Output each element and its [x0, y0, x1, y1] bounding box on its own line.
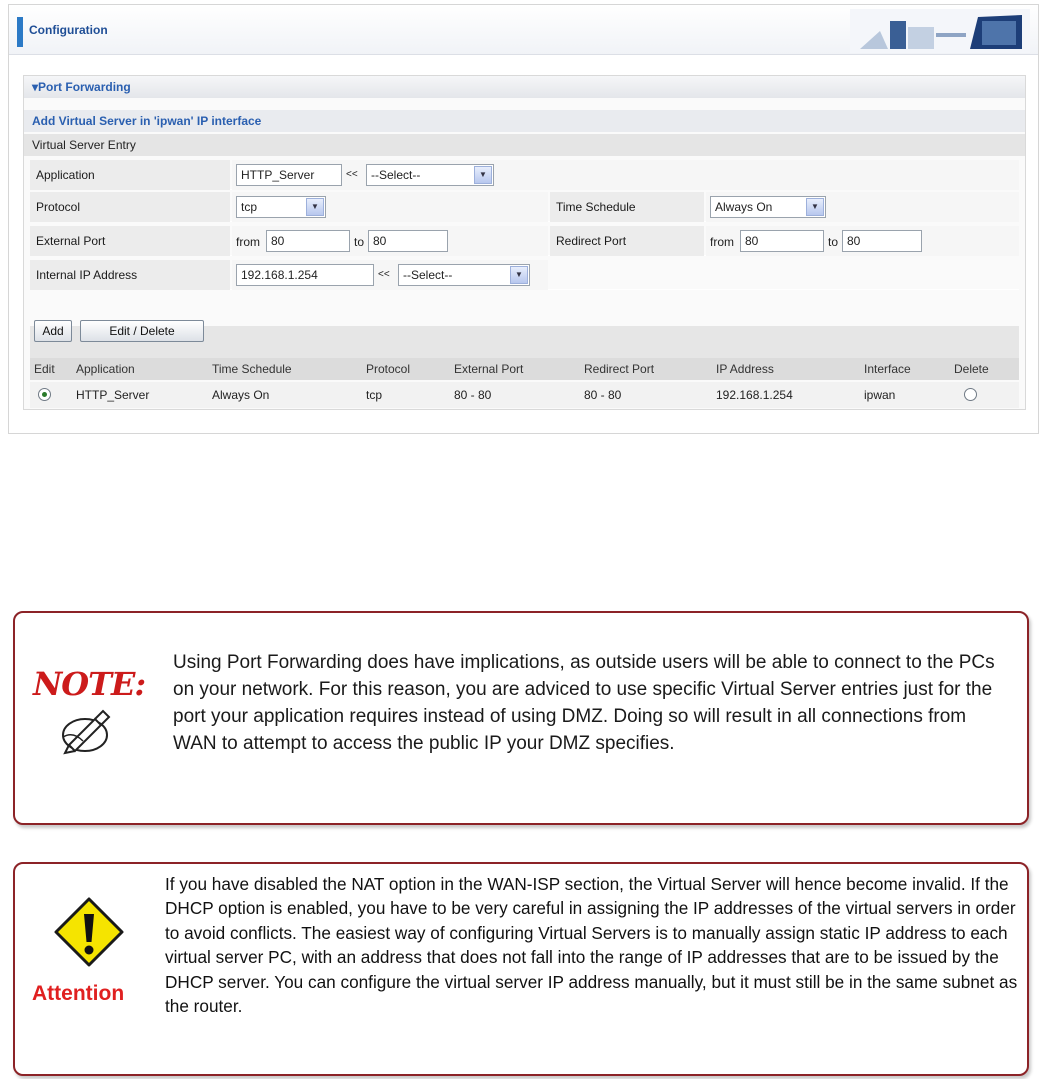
warning-diamond-icon — [53, 896, 125, 968]
time-schedule-field — [706, 192, 1019, 222]
chevron-down-icon: ▼ — [806, 198, 824, 216]
application-select-value: --Select-- — [371, 168, 421, 182]
col-protocol: Protocol — [366, 362, 411, 376]
header-accent-bar — [17, 17, 23, 47]
external-port-label: External Port — [30, 226, 230, 256]
attention-box — [13, 862, 1029, 1076]
col-application: Application — [76, 362, 135, 376]
external-port-from-label: from — [236, 235, 260, 249]
page-title: Configuration — [29, 23, 108, 37]
entry-title: Virtual Server Entry — [24, 134, 1025, 156]
redirect-port-from-label: from — [710, 235, 734, 249]
router-config-screenshot — [8, 4, 1039, 434]
section-title[interactable]: ▾Port Forwarding — [24, 76, 1025, 98]
attention-text: If you have disabled the NAT option in the WAN-ISP section, the Virtual Server will hence become invalid. If the DHCP option is enabled, you have to be very careful in assigning the IP addresses of the virtual servers in order to avoid conflicts. The easiest way of configuring Virtual Servers is to manually assign static IP address to each virtual server PC, with an address that does not fall into the range of IP addresses that are to be issued by the DHCP server. You can configure the virtual server IP address manually, but it must still be in the same subnet as the router. — [165, 874, 1018, 1017]
redirect-port-label: Redirect Port — [550, 226, 704, 256]
port-forwarding-panel — [23, 75, 1026, 410]
redirect-port-field — [706, 226, 1019, 256]
internal-ip-field — [232, 260, 548, 290]
edit-radio[interactable] — [38, 388, 51, 401]
pencil-hand-icon — [55, 707, 119, 757]
protocol-label: Protocol — [30, 192, 230, 222]
section-subtitle: Add Virtual Server in 'ipwan' IP interface — [24, 110, 1025, 132]
internal-ip-label: Internal IP Address — [30, 260, 230, 290]
page-header — [9, 5, 1038, 55]
col-delete: Delete — [954, 362, 989, 376]
internal-ip-select[interactable] — [398, 264, 530, 286]
port-row — [30, 226, 1019, 256]
application-arrow: << — [346, 169, 358, 180]
redirect-port-to-input[interactable]: 80 — [842, 230, 922, 252]
application-input[interactable]: HTTP_Server — [236, 164, 342, 186]
row-interface: ipwan — [864, 388, 896, 402]
delete-radio[interactable] — [964, 388, 977, 401]
external-port-field — [232, 226, 548, 256]
note-box — [13, 611, 1029, 825]
protocol-select-value: tcp — [241, 200, 258, 214]
internal-ip-row — [30, 260, 1019, 290]
redirect-port-to-label: to — [828, 235, 839, 249]
col-ip-address: IP Address — [716, 362, 774, 376]
application-label: Application — [30, 160, 230, 190]
table-header — [30, 358, 1019, 380]
table-row — [30, 382, 1019, 408]
application-select[interactable] — [366, 164, 494, 186]
protocol-field — [232, 192, 548, 222]
external-port-to-input[interactable]: 80 — [368, 230, 448, 252]
row-time-schedule: Always On — [212, 388, 270, 402]
chevron-down-icon: ▼ — [474, 166, 492, 184]
protocol-row — [30, 192, 1019, 222]
edit-delete-button[interactable]: Edit / Delete — [80, 320, 204, 342]
external-port-from-input[interactable]: 80 — [266, 230, 350, 252]
time-schedule-select[interactable] — [710, 196, 826, 218]
external-port-to-label: to — [354, 235, 365, 249]
application-field — [232, 160, 1019, 190]
col-redirect-port: Redirect Port — [584, 362, 655, 376]
internal-ip-select-value: --Select-- — [403, 268, 453, 282]
redirect-port-from-input[interactable]: 80 — [740, 230, 824, 252]
protocol-select[interactable] — [236, 196, 326, 218]
time-schedule-label: Time Schedule — [550, 192, 704, 222]
row-ip-address: 192.168.1.254 — [716, 388, 793, 402]
time-schedule-select-value: Always On — [715, 200, 773, 214]
internal-ip-input[interactable]: 192.168.1.254 — [236, 264, 374, 286]
internal-ip-arrow: << — [378, 269, 390, 280]
row-redirect-port: 80 - 80 — [584, 388, 622, 402]
row-external-port: 80 - 80 — [454, 388, 492, 402]
note-label: NOTE: — [33, 665, 146, 703]
application-row — [30, 160, 1019, 190]
chevron-down-icon: ▼ — [510, 266, 528, 284]
col-time-schedule: Time Schedule — [212, 362, 292, 376]
note-text: Using Port Forwarding does have implications, as outside users will be able to connect to the PCs on your network. For this reason, you are adviced to use specific Virtual Server entries just for the port your application requires instead of using DMZ. Doing so will result in all connections from WAN to attempt to access the public IP your DMZ specifies. — [173, 652, 995, 754]
col-edit: Edit — [34, 362, 55, 376]
add-button[interactable]: Add — [34, 320, 72, 342]
chevron-down-icon: ▼ — [306, 198, 324, 216]
row-protocol: tcp — [366, 388, 383, 402]
col-external-port: External Port — [454, 362, 524, 376]
computer-monitors-icon — [850, 9, 1030, 53]
col-interface: Interface — [864, 362, 911, 376]
attention-label: Attention — [32, 982, 125, 1005]
row-application: HTTP_Server — [76, 388, 150, 402]
